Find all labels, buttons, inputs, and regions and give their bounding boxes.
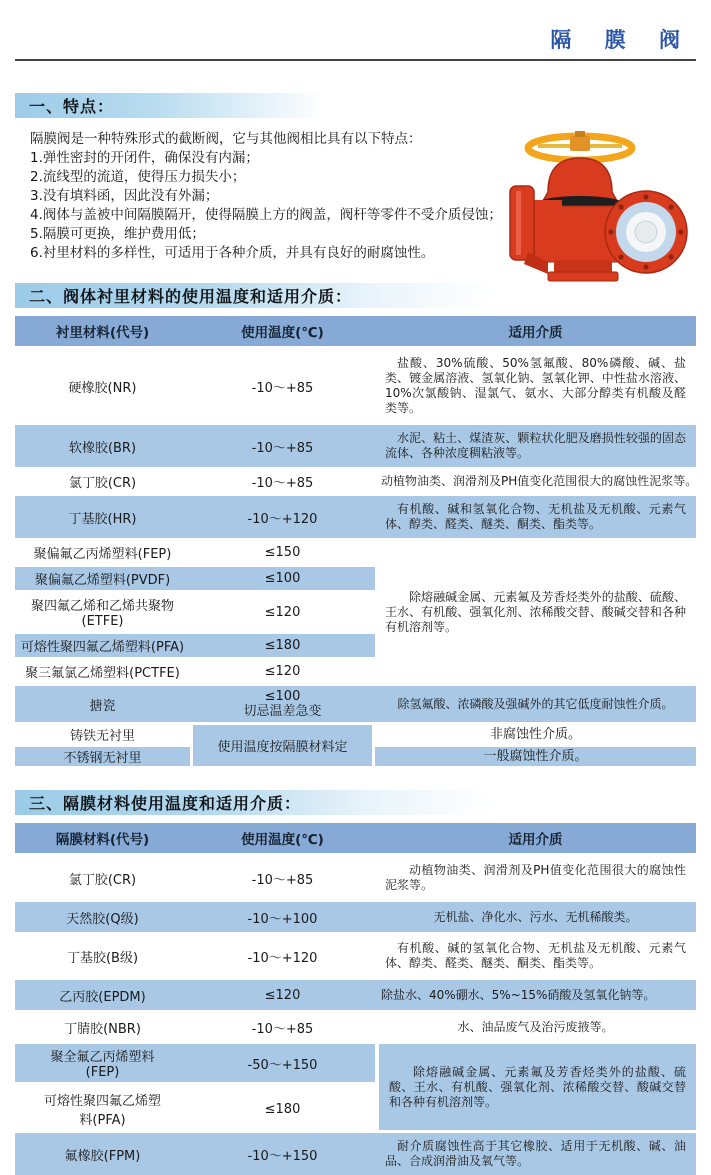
- temp-note: 切忌温差急变: [243, 704, 322, 719]
- material-cell: 软橡胶(BR): [15, 425, 190, 467]
- media-cell: 除盐水、40%硼水、5%~15%硝酸及氢氧化钠等。: [375, 980, 696, 1010]
- table-row: [15, 686, 696, 722]
- diaphragm-valve-illustration: [508, 130, 690, 286]
- feature-item: 4.阀体与盖被中间隔膜隔开，使得隔膜上方的阀盖，阀杆等零件不受介质侵蚀；: [30, 207, 502, 223]
- material-cell: 铸铁无衬里: [69, 729, 135, 744]
- temp-cell: -10～+85: [251, 476, 314, 491]
- temp-cell: ≤180: [264, 638, 301, 653]
- table-row: [15, 470, 696, 493]
- media-cell: 水、油品废气及治污废掖等。: [457, 1019, 614, 1034]
- material-cell: 可熔性聚四氟乙烯塑料(PFA): [43, 1094, 161, 1128]
- material-cell: 聚全氟乙丙烯塑料(FEP): [50, 1050, 155, 1080]
- media-cell: 非腐蚀性介质。: [489, 727, 581, 742]
- table-row: [15, 980, 696, 1010]
- table-row: [15, 902, 696, 932]
- media-cell: 水泥、粘土、煤渣灰、颗粒状化肥及磨损性较强的固态流体、各种浓度稠粘液等。: [385, 431, 686, 460]
- temp-cell: ≤100: [264, 571, 301, 586]
- feature-item: 2.流线型的流道，使得压力损失小；: [30, 169, 246, 185]
- table-row: [15, 496, 696, 538]
- media-cell: 有机酸、碱和氢氧化合物、无机盐及无机酸、元素气体、醇类、醛类、醚类、酮类、酯类等。: [385, 502, 686, 531]
- material-cell: 聚三氟氯乙烯塑料(PCTFE): [25, 666, 180, 681]
- temp-cell: -10～+85: [251, 380, 314, 396]
- table1-header-row: [15, 316, 696, 346]
- temp-cell: ≤120: [264, 664, 301, 679]
- table-row: [15, 425, 696, 467]
- catalog-page: [0, 24, 711, 1168]
- right-flange-bore: [635, 221, 657, 243]
- table-row: [15, 857, 696, 899]
- left-flange: [510, 186, 534, 260]
- table-row: [15, 660, 375, 683]
- page-title: 隔 膜 阀: [550, 28, 693, 52]
- col-header-material: 衬里材料(代号): [15, 316, 190, 346]
- table-row: [15, 567, 375, 590]
- material-cell: 乙丙胶(EPDM): [15, 980, 190, 1010]
- temp-cell: -10～+150: [190, 1133, 375, 1175]
- material-cell: 聚偏氟乙烯塑料(PVDF): [34, 573, 171, 588]
- material-cell: 氯丁胶(CR): [68, 872, 137, 888]
- temp-cell: ≤180: [264, 1101, 301, 1117]
- col-header-temp: 使用温度(℃): [190, 316, 375, 346]
- material-cell: 丁腈胶(NBR): [64, 1021, 141, 1037]
- merged-media-cell: 除熔融碱金属、元素氟及芳香烃类外的盐酸、硫酸、王水、有机酸、强氧化剂、浓稀酸交替、酸碱交替和各种有机溶剂等。: [385, 589, 686, 634]
- section-diaphragm-heading: 三、隔膜材料使用温度和适用介质：: [29, 794, 302, 813]
- no-lining-group: [15, 725, 696, 766]
- section-lining-heading: 二、阀体衬里材料的使用温度和适用介质：: [29, 287, 353, 306]
- section-diaphragm-bar: [15, 790, 696, 815]
- table-row: [15, 593, 375, 631]
- temp-cell: -10～+85: [251, 1021, 314, 1037]
- section-lining-bar: [15, 283, 696, 308]
- fluoroplastics-group: [15, 1044, 696, 1130]
- material-cell: 氟橡胶(FPM): [15, 1133, 190, 1175]
- media-cell: 耐介质腐蚀性高于其它橡胶、适用于无机酸、碱、油品、合成润滑油及氧气等。: [385, 1139, 686, 1168]
- material-cell: 聚四氟乙烯和乙烯共聚物(ETFE): [30, 599, 174, 629]
- media-cell: 除氢氟酸、浓磷酸及强碱外的其它低度耐蚀性介质。: [375, 686, 696, 722]
- material-cell: 搪瓷: [15, 686, 190, 722]
- temp-cell: ≤120: [190, 980, 375, 1010]
- feature-item: 6.衬里材料的多样性，可适用于各种介质，并具有良好的耐腐蚀性。: [30, 245, 435, 261]
- table-row: [15, 1013, 696, 1041]
- header-divider: [15, 59, 696, 61]
- col-header-temp: 使用温度(℃): [190, 823, 375, 853]
- table-row: [15, 350, 696, 422]
- table-row: [15, 634, 375, 657]
- material-cell: 硬橡胶(NR): [68, 380, 137, 396]
- col-header-material: 隔膜材料(代号): [15, 823, 190, 853]
- fluoroplastics-rows: [15, 1044, 375, 1130]
- table-row: [15, 1044, 375, 1082]
- no-lining-materials: [15, 725, 190, 766]
- material-cell: 丁基胶(HR): [15, 496, 190, 538]
- handwheel-hub: [570, 136, 590, 151]
- section-features-heading: 一、特点：: [29, 97, 115, 116]
- merged-media-cell: 除熔融碱金属、元素氟及芳香烃类外的盐酸、硫酸、王水、有机酸、强氧化剂、浓稀酸交替、酸碱交替和各种有机溶剂等。: [379, 1044, 696, 1130]
- plastics-group: [15, 541, 696, 683]
- features-text: [30, 130, 530, 263]
- temp-cell: -50～+150: [247, 1057, 318, 1073]
- feature-item: 1.弹性密封的开闭件，确保没有内漏；: [30, 150, 259, 166]
- temp-cell: ≤120: [264, 604, 301, 620]
- table-row: [15, 1133, 696, 1175]
- temp-cell: -10～+85: [251, 872, 314, 888]
- table-row: [15, 1088, 375, 1130]
- temp-cell: -10～+120: [190, 496, 375, 538]
- temp-cell: ≤150: [264, 545, 301, 560]
- media-cell: 盐酸、30%硫酸、50%氢氟酸、80%磷酸、碱、盐类、镀金属溶液、氢氧化钠、氢氧化钾、中性盐水溶液、10%次氯酸钠、湿氯气、氨水、大部分醇类有机酸及醛类等。: [385, 356, 686, 415]
- table2-header-row: [15, 823, 696, 853]
- features-intro: 隔膜阀是一种特殊形式的截断阀，它与其他阀相比具有以下特点：: [30, 131, 422, 147]
- temp-cell: -10～+100: [190, 902, 375, 932]
- bottom-flange: [548, 272, 618, 281]
- valve-bonnet: [543, 158, 617, 201]
- material-cell: 氯丁胶(CR): [68, 476, 137, 491]
- stem-nut: [575, 131, 585, 137]
- col-header-media: 适用介质: [375, 823, 696, 853]
- plastics-rows: [15, 541, 375, 683]
- media-cell: 一般腐蚀性介质。: [375, 747, 696, 766]
- no-lining-media: [375, 725, 696, 766]
- media-cell: 无机盐、净化水、污水、无机稀酸类。: [375, 902, 696, 932]
- feature-item: 5.隔膜可更换，维护费用低；: [30, 226, 205, 242]
- material-cell: 聚偏氟乙丙烯塑料(FEP): [33, 547, 172, 562]
- material-cell: 丁基胶(B级): [66, 950, 139, 966]
- material-cell: 不锈钢无衬里: [15, 747, 190, 766]
- table-row: [15, 935, 696, 977]
- merged-temp-cell: 使用温度按隔膜材料定: [193, 725, 372, 766]
- media-cell: 动植物油类、润滑剂及PH值变化范围很大的腐蚀性泥浆等。: [381, 474, 698, 488]
- lining-materials-table: [15, 316, 696, 766]
- diaphragm-valve-photo: [508, 130, 690, 286]
- temp-cell: -10～+120: [247, 950, 318, 966]
- col-header-media: 适用介质: [375, 316, 696, 346]
- temp-cell: ≤100 切忌温差急变: [190, 686, 375, 722]
- table-row: [15, 541, 375, 564]
- section-features-bar: [15, 93, 367, 118]
- media-cell: 有机酸、碱的氢氧化合物、无机盐及无机酸、元素气体、醇类、醛类、醚类、酮类、酯类等。: [385, 941, 686, 970]
- material-cell: 天然胶(Q级): [15, 902, 190, 932]
- temp-cell: -10～+85: [190, 425, 375, 467]
- diaphragm-materials-table: [15, 823, 696, 1175]
- left-flange-highlight: [516, 191, 521, 255]
- material-cell: 可熔性聚四氟乙烯塑料(PFA): [20, 640, 185, 655]
- feature-item: 3.没有填料函，因此没有外漏；: [30, 188, 219, 204]
- media-cell: 动植物油类、润滑剂及PH值变化范围很大的腐蚀性泥浆等。: [385, 863, 686, 892]
